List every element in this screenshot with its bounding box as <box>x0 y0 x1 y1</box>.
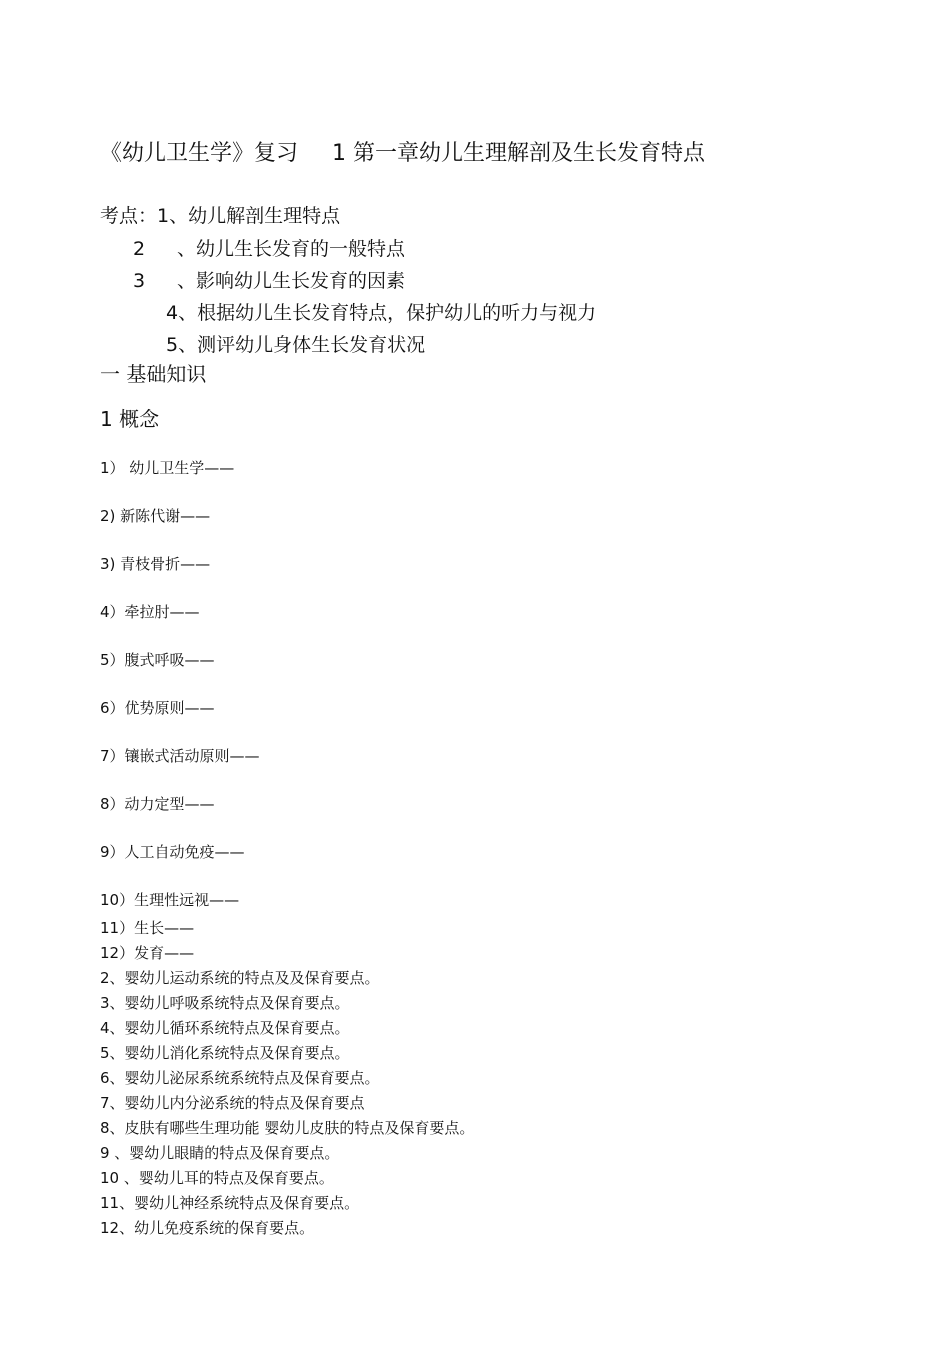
review-item: 11、婴幼儿神经系统特点及保育要点。 <box>100 1194 360 1212</box>
review-item: 7、婴幼儿内分泌系统的特点及保育要点 <box>100 1094 365 1112</box>
concept-item: 11）生长—— <box>100 919 195 937</box>
kaodian-item-3-text: 、影响幼儿生长发育的因素 <box>177 270 406 292</box>
review-item: 6、婴幼儿泌尿系统系统特点及保育要点。 <box>100 1069 380 1087</box>
page-title <box>100 143 705 165</box>
concept-item: 1） 幼儿卫生学—— <box>100 459 235 477</box>
section-heading: 一 基础知识 <box>100 362 207 386</box>
kaodian-item-4: 4、根据幼儿生长发育特点，保护幼儿的听力与视力 <box>166 302 597 324</box>
review-item: 4、婴幼儿循环系统特点及保育要点。 <box>100 1019 350 1037</box>
review-item: 5、婴幼儿消化系统特点及保育要点。 <box>100 1044 350 1062</box>
concept-item: 4）牵拉肘—— <box>100 603 200 621</box>
kaodian-item-1: 1、幼儿解剖生理特点 <box>157 205 341 227</box>
kaodian-label: 考点： <box>100 205 158 227</box>
kaodian-item-5: 5、测评幼儿身体生长发育状况 <box>166 334 426 356</box>
review-item: 12、幼儿免疫系统的保育要点。 <box>100 1219 315 1237</box>
concept-item: 10）生理性远视—— <box>100 891 240 909</box>
kaodian-item-2-text: 、幼儿生长发育的一般特点 <box>177 238 406 260</box>
kaodian-item-3-num: 3 <box>133 270 146 292</box>
concept-item: 9）人工自动免疫—— <box>100 843 245 861</box>
concept-heading: 1 概念 <box>100 407 160 431</box>
kaodian-line-2 <box>133 240 405 259</box>
kaodian-item-2-num: 2 <box>133 238 146 260</box>
review-item: 8、皮肤有哪些生理功能 婴幼儿皮肤的特点及保育要点。 <box>100 1119 475 1137</box>
concept-item: 7）镶嵌式活动原则—— <box>100 747 260 765</box>
review-item: 9 、婴幼儿眼睛的特点及保育要点。 <box>100 1144 340 1162</box>
review-item: 2、婴幼儿运动系统的特点及及保育要点。 <box>100 969 380 987</box>
concept-item: 5）腹式呼吸—— <box>100 651 215 669</box>
review-item: 10 、婴幼儿耳的特点及保育要点。 <box>100 1169 334 1187</box>
kaodian-line-4 <box>166 304 596 323</box>
review-item: 3、婴幼儿呼吸系统特点及保育要点。 <box>100 994 350 1012</box>
title-part-1: 《幼儿卫生学》复习 <box>100 141 299 166</box>
concept-item: 2) 新陈代谢—— <box>100 507 211 525</box>
concept-item: 3) 青枝骨折—— <box>100 555 211 573</box>
kaodian-line-3 <box>133 272 405 291</box>
concept-item: 8）动力定型—— <box>100 795 215 813</box>
concept-item: 6）优势原则—— <box>100 699 215 717</box>
kaodian-line-5 <box>166 336 425 355</box>
concept-item: 12）发育—— <box>100 944 195 962</box>
title-part-2: 1 第一章幼儿生理解剖及生长发育特点 <box>332 141 706 166</box>
kaodian-line-1 <box>100 207 340 226</box>
